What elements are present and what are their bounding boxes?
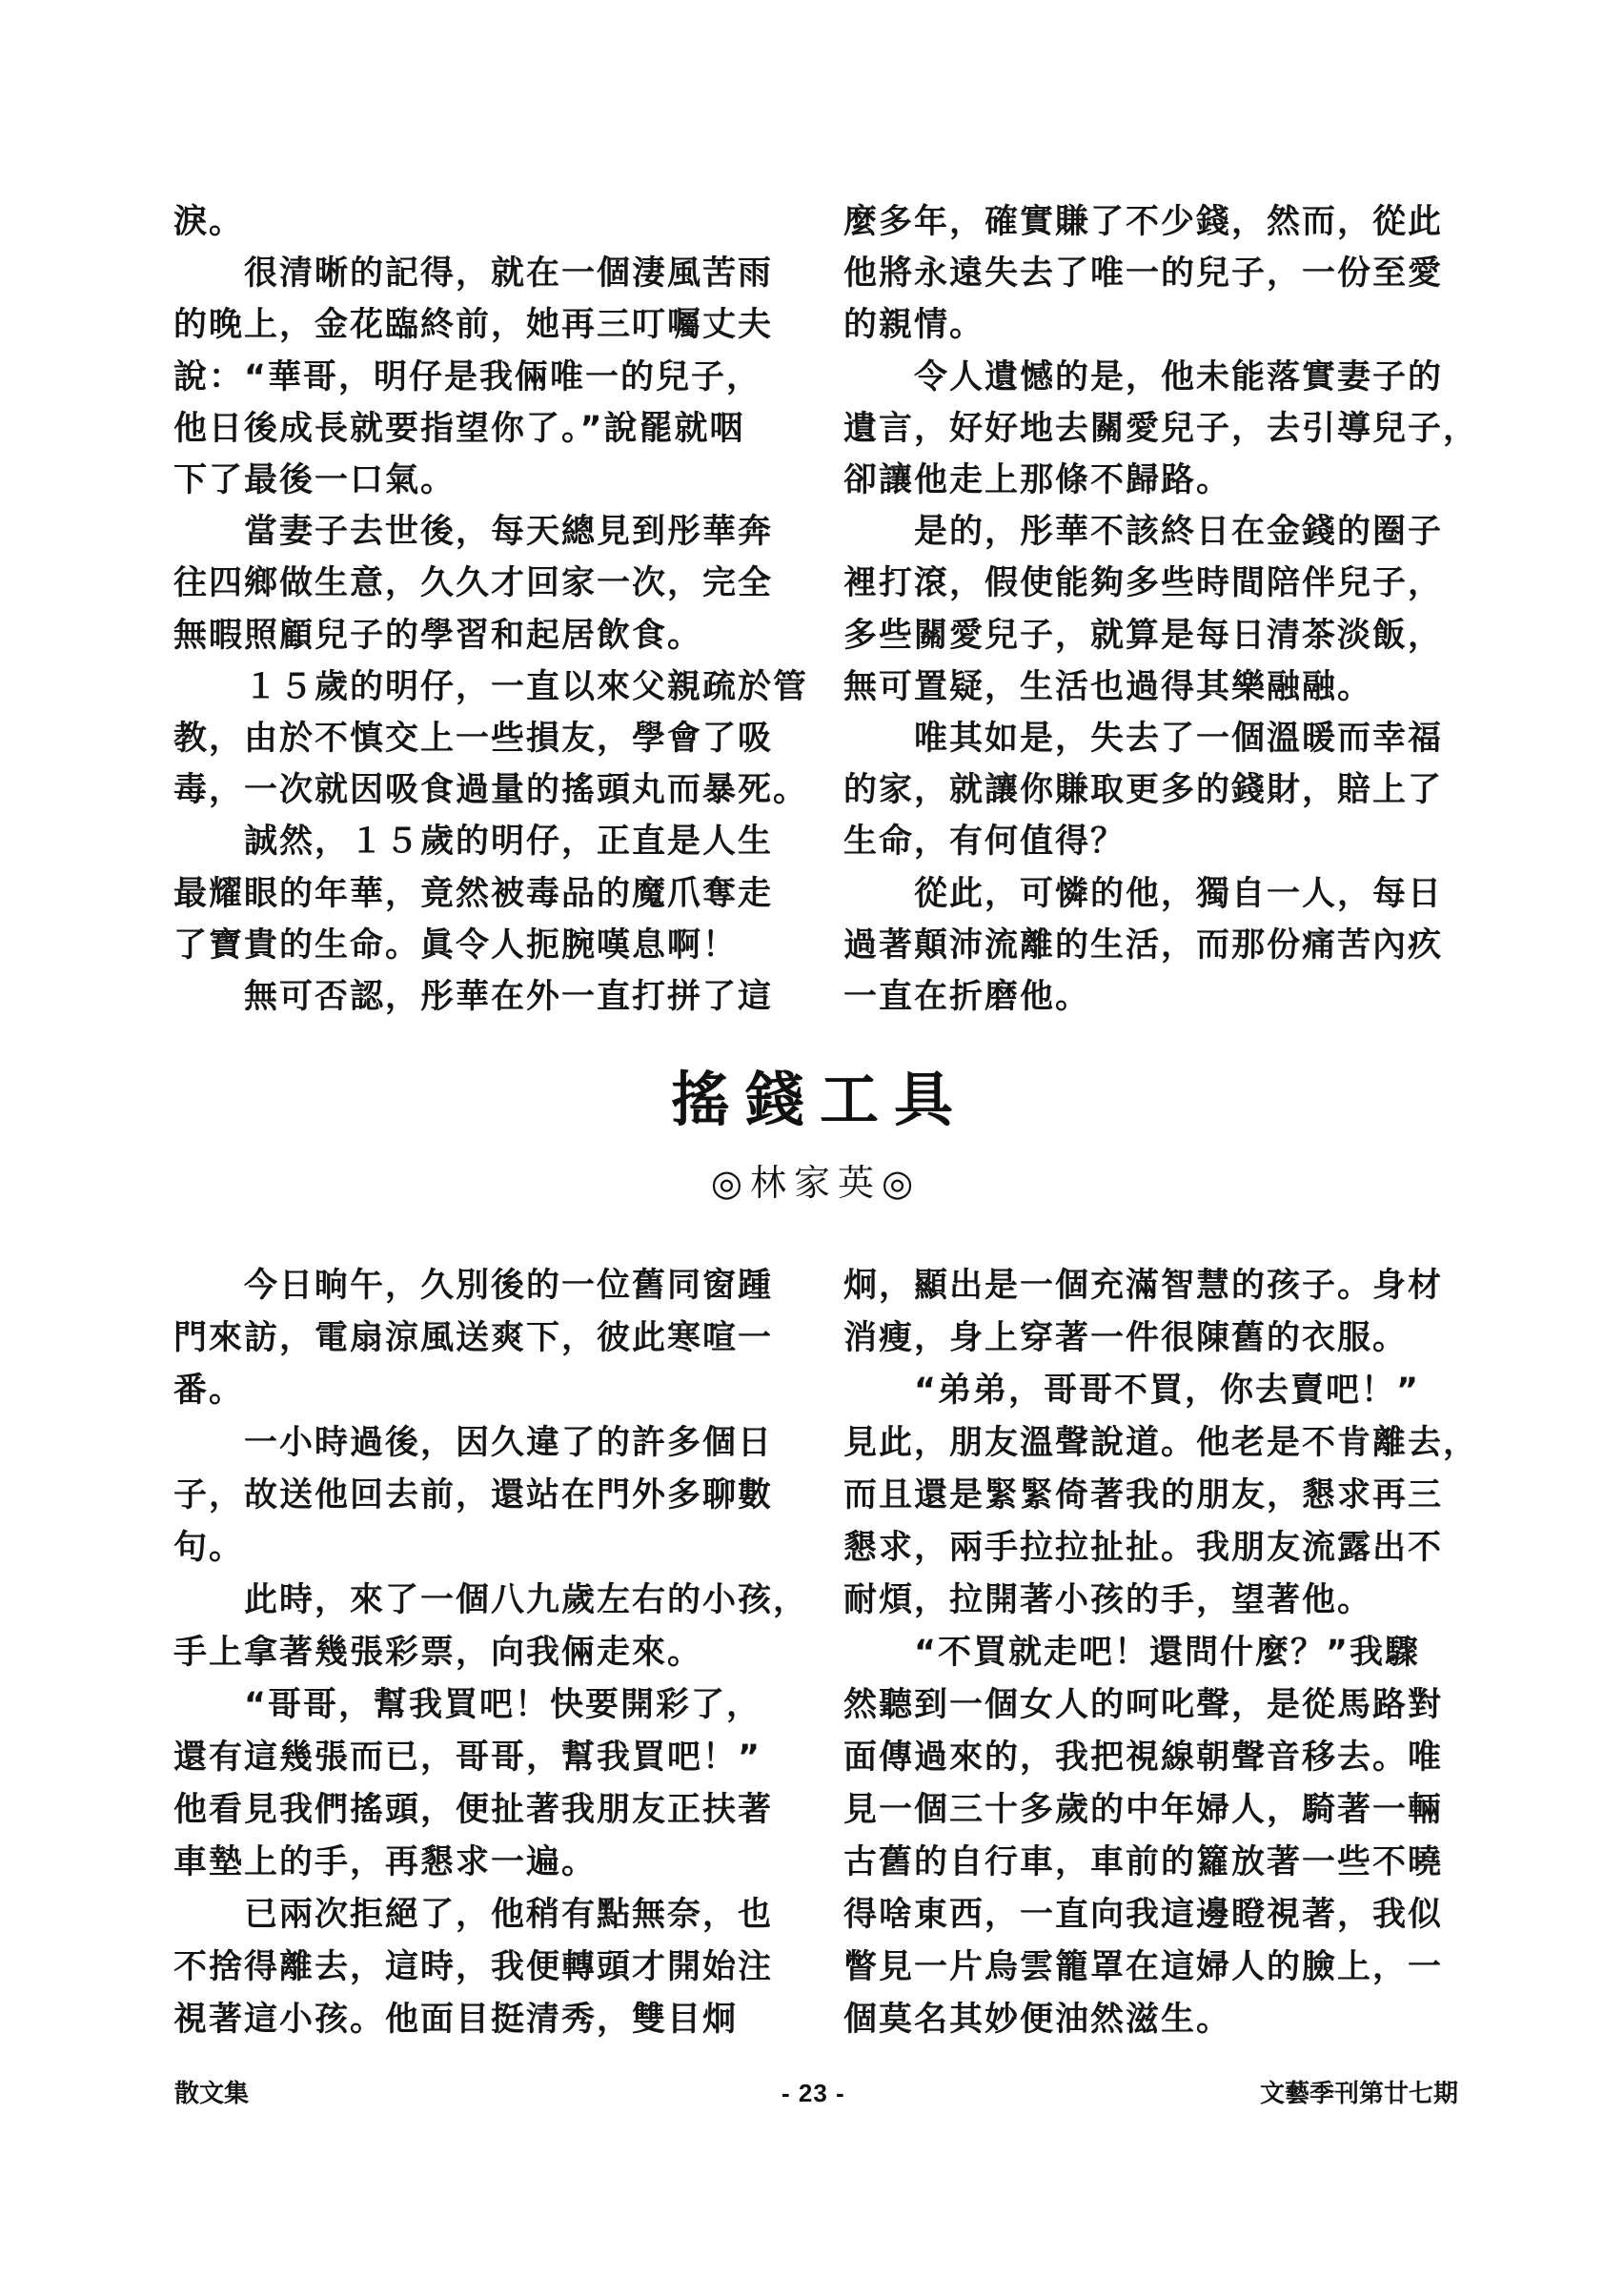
text-line: 而且還是緊緊倚著我的朋友，懇求再三 [843, 1476, 1444, 1515]
text-line: 往四鄉做生意，久久才回家一次，完全 [173, 564, 774, 603]
text-line: 卻讓他走上那條不歸路。 [843, 461, 1232, 500]
text-line: 的家，就讓你賺取更多的錢財，賠上了 [843, 771, 1444, 810]
text-line: 遺言，好好地去關愛兒子，去引導兒子， [843, 409, 1479, 448]
text-line: １５歲的明仔，一直以來父親疏於管 [244, 667, 809, 706]
text-line: 瞥見一片烏雲籠罩在這婦人的臉上，一 [843, 1948, 1444, 1986]
text-line: 然聽到一個女人的呵叱聲，是從馬路對 [843, 1686, 1444, 1724]
text-line: 見此，朋友溫聲說道。他老是不肯離去， [843, 1424, 1479, 1462]
text-line: 下了最後一口氣。 [173, 461, 457, 500]
story2-right-column [843, 1260, 1479, 2046]
text-line: 一小時過後，因久違了的許多個日 [244, 1424, 774, 1462]
text-line: 裡打滾，假使能夠多些時間陪伴兒子， [843, 564, 1444, 603]
text-line: 古舊的自行車，車前的籮放著一些不曉 [843, 1843, 1444, 1881]
text-line: 一直在折磨他。 [843, 978, 1091, 1017]
text-line: 很清晰的記得，就在一個淒風苦雨 [244, 254, 774, 294]
text-line: 說：“華哥，明仔是我倆唯一的兒子， [173, 357, 762, 396]
text-line: 今日晌午，久別後的一位舊同窗踵 [244, 1267, 774, 1305]
text-line: 還有這幾張而已，哥哥，幫我買吧！” [173, 1738, 762, 1777]
text-line: 生命，有何值得？ [843, 823, 1127, 862]
text-line: 炯，顯出是一個充滿智慧的孩子。身材 [843, 1267, 1444, 1305]
story1-left-column [173, 196, 809, 1023]
text-line: 的親情。 [843, 306, 985, 345]
text-line: 從此，可憐的他，獨自一人，每日 [914, 874, 1444, 913]
text-line: 令人遺憾的是，他未能落實妻子的 [914, 357, 1444, 396]
author-byline: ◎林家英◎ [710, 1162, 922, 1204]
text-line: 最耀眼的年華，竟然被毒品的魔爪奪走 [173, 874, 774, 913]
text-line: 他看見我們搖頭，便扯著我朋友正扶著 [173, 1791, 774, 1829]
story1-right-column [843, 196, 1479, 1023]
text-line: “不買就走吧！還問什麼？”我驟 [914, 1634, 1421, 1672]
text-line: 多些關愛兒子，就算是每日清茶淡飯， [843, 616, 1444, 655]
text-line: 無可否認，彤華在外一直打拼了這 [244, 978, 774, 1017]
text-line: 唯其如是，失去了一個溫暖而幸福 [914, 720, 1444, 759]
text-line: 麼多年，確實賺了不少錢，然而，從此 [843, 203, 1444, 241]
text-line: 句。 [173, 1529, 245, 1567]
footer-section-name: 散文集 [174, 2079, 250, 2107]
text-line: 此時，來了一個八九歲左右的小孩， [244, 1581, 809, 1619]
text-line: 子，故送他回去前，還站在門外多聊數 [173, 1476, 774, 1515]
text-line: 已兩次拒絕了，他稍有點無奈，也 [244, 1896, 774, 1934]
text-line: 面傳過來的，我把視線朝聲音移去。唯 [843, 1738, 1444, 1777]
text-line: “哥哥，幫我買吧！快要開彩了， [244, 1686, 762, 1724]
text-line: 得啥東西，一直向我這邊瞪視著，我似 [843, 1896, 1444, 1934]
text-line: 毒，一次就因吸食過量的搖頭丸而暴死。 [173, 771, 809, 810]
text-line: 的晚上，金花臨終前，她再三叮囑丈夫 [173, 306, 774, 345]
text-line: 不捨得離去，這時，我便轉頭才開始注 [173, 1948, 774, 1986]
text-line: 耐煩，拉開著小孩的手，望著他。 [843, 1581, 1373, 1619]
text-line: 見一個三十多歲的中年婦人，騎著一輛 [843, 1791, 1444, 1829]
text-line: 淚。 [173, 203, 245, 241]
text-line: 無暇照顧兒子的學習和起居飲食。 [173, 616, 703, 655]
text-line: 手上拿著幾張彩票，向我倆走來。 [173, 1634, 703, 1672]
text-line: “弟弟，哥哥不買，你去賣吧！” [914, 1372, 1421, 1410]
text-line: 個莫名其妙便油然滋生。 [843, 2001, 1232, 2039]
footer-publication-issue: 文藝季刊第廿七期 [1259, 2079, 1458, 2107]
text-line: 門來訪，電扇涼風送爽下，彼此寒喧一 [173, 1319, 774, 1357]
text-line: 了寶貴的生命。眞令人扼腕嘆息啊！ [173, 925, 739, 965]
text-line: 消瘦，身上穿著一件很陳舊的衣服。 [843, 1319, 1409, 1357]
article-title: 搖錢工具 [670, 1065, 968, 1134]
text-line: 過著顛沛流離的生活，而那份痛苦內疚 [843, 925, 1444, 965]
text-line: 誠然，１５歲的明仔，正直是人生 [244, 823, 774, 862]
text-line: 是的，彤華不該終日在金錢的圈子 [914, 513, 1444, 552]
text-line: 他日後成長就要指望你了。”說罷就咽 [173, 409, 745, 448]
story2-left-column [173, 1260, 809, 2046]
footer-page-number: - 23 - [782, 2079, 845, 2107]
text-line: 車墊上的手，再懇求一遍。 [173, 1843, 598, 1881]
text-line: 教，由於不慎交上一些損友，學會了吸 [173, 720, 774, 759]
text-line: 視著這小孩。他面目挺清秀，雙目炯 [173, 2001, 739, 2039]
text-line: 他將永遠失去了唯一的兒子，一份至愛 [843, 254, 1444, 294]
text-line: 懇求，兩手拉拉扯扯。我朋友流露出不 [843, 1529, 1444, 1567]
text-line: 無可置疑，生活也過得其樂融融。 [843, 667, 1373, 706]
text-line: 當妻子去世後，每天總見到彤華奔 [244, 513, 774, 552]
text-line: 番。 [173, 1372, 245, 1410]
